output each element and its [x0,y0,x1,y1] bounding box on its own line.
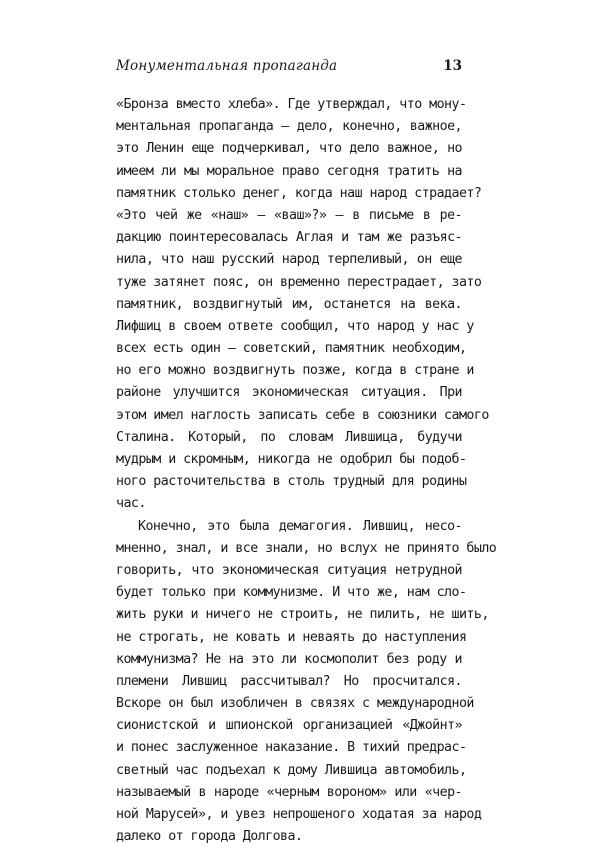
text-line: всех есть один — советский, памятник необходим, [116,341,467,357]
text-line: мненно, знал, и все знали, но вслух не принято было [116,540,497,556]
text-line: Сталина. Который, по словам Лившица, будучи [116,429,462,445]
page-number: 13 [443,58,462,74]
text-line: это Ленин еще подчеркивал, что дело важное, но [116,141,462,157]
text-line: Вскоре он был изобличен в связях с международной [116,696,474,712]
text-line: Конечно, это была демагогия. Лившиц, несо- [138,518,462,534]
paragraph-2 [116,516,497,848]
text-line: мудрым и скромным, никогда не одобрил бы подоб- [116,452,467,467]
text-line: «Это чей же «наш» — «ваш»?» — в письме в ре- [116,207,462,223]
text-line: ментальная пропаганда — дело, конечно, важное, [116,119,462,135]
text-line: говорить, что экономическая ситуация нетрудной [116,562,462,578]
text-line: далеко от города Долгова. [116,829,303,845]
text-line: имеем ли мы моральное право сегодня тратить на [116,163,462,179]
text-line: будет только при коммунизме. И что же, нам сло- [116,585,467,601]
text-line: час. [116,496,146,512]
text-line: жить руки и ничего не строить, не пилить, не шить, [116,607,489,623]
text-line: ного расточительства в столь трудный для родины [116,474,467,490]
text-line: этом имел наглость записать себе в союзники самого [116,407,489,423]
text-line: Лифшиц в своем ответе сообщил, что народ у нас у [116,318,474,334]
text-line: не строгать, не ковать и неваять до наступления [116,629,467,645]
text-line: ной Марусей», и увез непрошеного ходатая за народ [116,807,482,822]
text-line: светный час подъехал к дому Лившица автомобиль, [116,762,467,778]
text-line: коммунизма? Не на это ли космополит без роду и [116,651,462,667]
text-line: памятник столько денег, когда наш народ страдает? [116,185,482,201]
text-line: называемый в народе «черным вороном» или «чер- [116,784,462,800]
text-line: племени Лившиц рассчитывал? Но просчитался. [116,673,462,689]
text-line: туже затянет пояс, он временно перестрадает, зато [116,274,482,290]
running-head [116,58,462,78]
text-line: нила, что наш русский народ терпеливый, он еще [116,252,462,268]
body-text [116,94,497,848]
text-line: и понес заслуженное наказание. В тихий предрас- [116,740,467,756]
running-title: Монументальная пропаганда [116,58,338,74]
text-line: сионистской и шпионской организацией «Джойнт» [116,718,462,734]
paragraph-1 [116,94,489,516]
text-line: памятник, воздвигнутый им, останется на века. [116,296,462,312]
text-line: но его можно воздвигнуть позже, когда в стране и [116,363,474,379]
text-line: «Бронза вместо хлеба». Где утверждал, что мону- [116,97,467,112]
text-line: районе улучшится экономическая ситуация. При [116,385,462,401]
text-line: дакцию поинтересовалась Аглая и там же разъяс- [116,230,462,246]
